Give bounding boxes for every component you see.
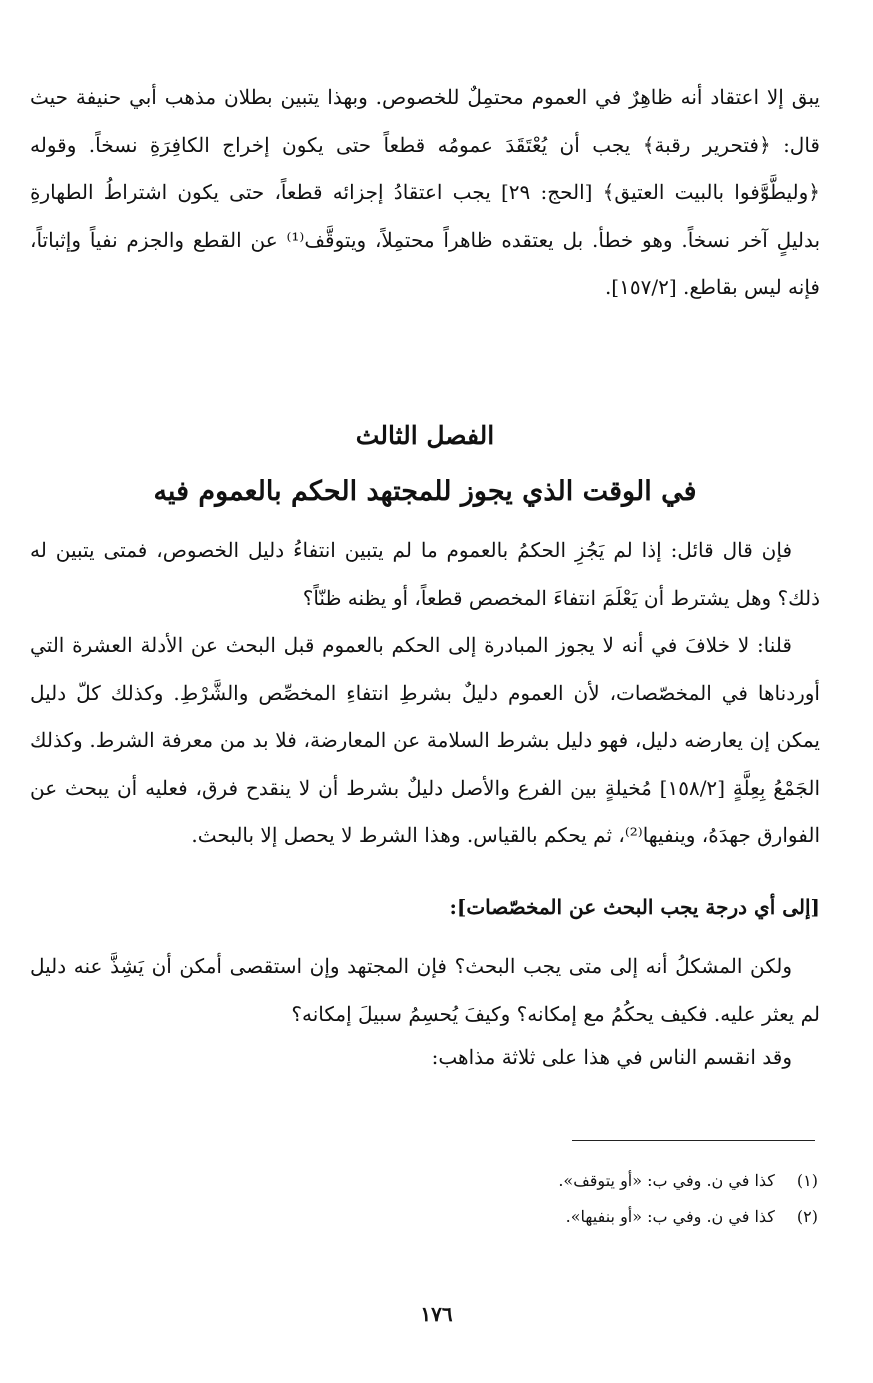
chapter-subtitle: في الوقت الذي يجوز للمجتهد الحكم بالعموم فيه xyxy=(153,476,697,507)
footnote-2-text: كذا في ن. وفي ب: «أو بنفيها». xyxy=(565,1207,775,1226)
footnote-2 xyxy=(300,1200,818,1234)
paragraph-schools-text: وقد انقسم الناس في هذا على ثلاثة مذاهب: xyxy=(431,1045,792,1069)
footnote-divider xyxy=(572,1140,815,1141)
paragraph-answer-text: قلنا: لا خلافَ في أنه لا يجوز المبادرة إلى الحكم بالعموم قبل البحث عن الأدلة العشرة التي أوردناها في المخصّصات، لأن العموم دليلٌ بشرطِ انتفاءِ المخصِّص والشَّرْطِ. وكذلك كلّ دليل يمكن إن يعارضه دليل، فهو دليل بشرط السلامة عن المعارضة، فلا بد من معرفة الشرط. وكذلك الجَمْعُ بِعِلَّةٍ [١٥٨/٢] مُخيلةٍ بين الفرع والأصل دليلٌ بشرط أن لا ينقدح فرق، فعليه أن يبحث عن الفوارق جهدَهُ، وينفيها⁽²⁾، ثم يحكم بالقياس. وهذا الشرط لا يحصل إلا بالبحث. xyxy=(30,633,820,847)
paragraph-schools xyxy=(30,1034,820,1082)
footnote-1 xyxy=(300,1164,818,1198)
paragraph-question xyxy=(30,527,820,622)
paragraph-question-text: فإن قال قائل: إذا لم يَجُزِ الحكمُ بالعموم ما لم يتبين انتفاءُ دليل الخصوص، فمتى يتبين له ذلك؟ وهل يشترط أن يَعْلَمَ انتفاءَ المخصص قطعاً، أو يظنه ظنّاً؟ xyxy=(30,538,820,610)
footnote-1-number: (١) xyxy=(796,1171,818,1190)
chapter-title: الفصل الثالث xyxy=(355,421,495,450)
paragraph-answer xyxy=(30,622,820,860)
section-subheading: [إلى أي درجة يجب البحث عن المخصّصات]: xyxy=(449,895,820,919)
paragraph-problem xyxy=(30,943,820,1038)
footnote-1-text: كذا في ن. وفي ب: «أو يتوقف». xyxy=(558,1171,775,1190)
paragraph-problem-text: ولكن المشكلُ أنه إلى متى يجب البحث؟ فإن المجتهد وإن استقصى أمكن أن يَشِذَّ عنه دليل لم يعثر عليه. فكيف يحكُمُ مع إمكانه؟ وكيفَ يُحسِمُ سبيلَ إمكانه؟ xyxy=(30,954,820,1026)
footnote-2-number: (٢) xyxy=(796,1207,818,1226)
page-number: ١٧٦ xyxy=(420,1302,453,1326)
top-paragraph-text: يبق إلا اعتقاد أنه ظاهِرٌ في العموم محتمِلٌ للخصوص. وبهذا يتبين بطلان مذهب أبي حنيفة حيث قال: ﴿فتحرير رقبة﴾ يجب أن يُعْتَقَدَ عمومُه قطعاً حتى يكون إخراج الكافِرَةِ نسخاً. وقوله ﴿وليطَّوَّفوا بالبيت العتيق﴾ [الحج: ٢٩] يجب اعتقادُ إجزائه قطعاً، حتى يكون اشتراطُ الطهارةِ بدليلٍ آخر نسخاً. وهو خطأ. بل يعتقده ظاهراً محتمِلاً، ويتوقَّف⁽¹⁾ عن القطع والجزم نفياً وإثباتاً، فإنه ليس بقاطع. [١٥٧/٢]. xyxy=(30,85,821,299)
top-paragraph xyxy=(30,74,820,312)
